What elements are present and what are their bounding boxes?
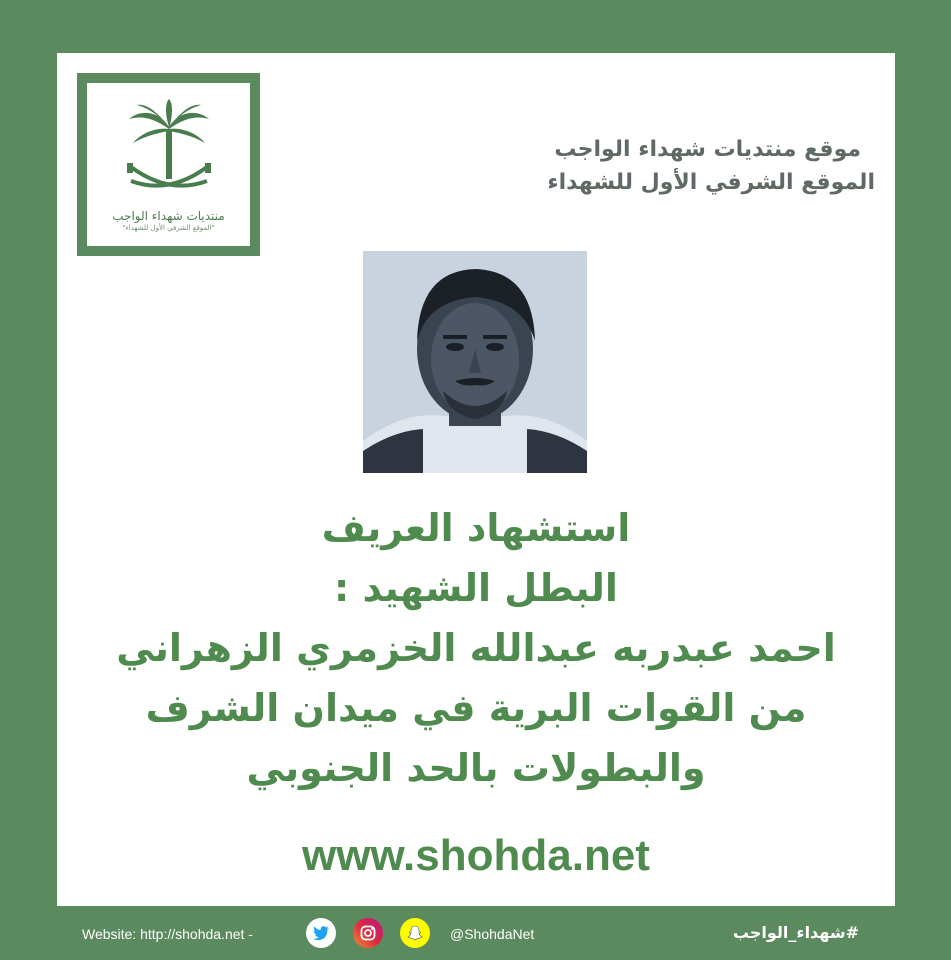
site-header — [455, 133, 875, 199]
headline — [57, 498, 895, 798]
poster-card — [57, 53, 895, 906]
palm-and-swords-icon — [119, 97, 219, 207]
instagram-icon[interactable] — [353, 918, 383, 948]
logo-tagline: "الموقع الشرفي الأول للشهداء" — [122, 224, 215, 232]
headline-line3: احمد عبدربه عبدالله الخزمري الزهراني — [116, 626, 836, 670]
site-header-line2: الموقع الشرفي الأول للشهداء — [547, 170, 875, 195]
headline-line2: البطل الشهيد : — [334, 566, 618, 610]
headline-line5: والبطولات بالحد الجنوبي — [246, 746, 706, 790]
footer-hashtag[interactable]: #شهداء_الواجب — [732, 923, 859, 942]
footer-bar — [0, 906, 951, 960]
logo — [77, 73, 260, 256]
headline-line1: استشهاد العريف — [321, 506, 631, 550]
twitter-icon[interactable] — [306, 918, 336, 948]
website-url[interactable]: www.shohda.net — [302, 831, 650, 880]
headline-line4: من القوات البرية في ميدان الشرف — [145, 686, 807, 730]
portrait-photo — [363, 251, 587, 473]
logo-name: منتديات شهداء الواجب — [112, 209, 225, 223]
snapchat-icon[interactable] — [400, 918, 430, 948]
footer-handle[interactable]: @ShohdaNet — [450, 926, 535, 942]
site-header-line1: موقع منتديات شهداء الواجب — [554, 137, 861, 162]
footer-website[interactable]: Website: http://shohda.net - — [82, 926, 253, 942]
